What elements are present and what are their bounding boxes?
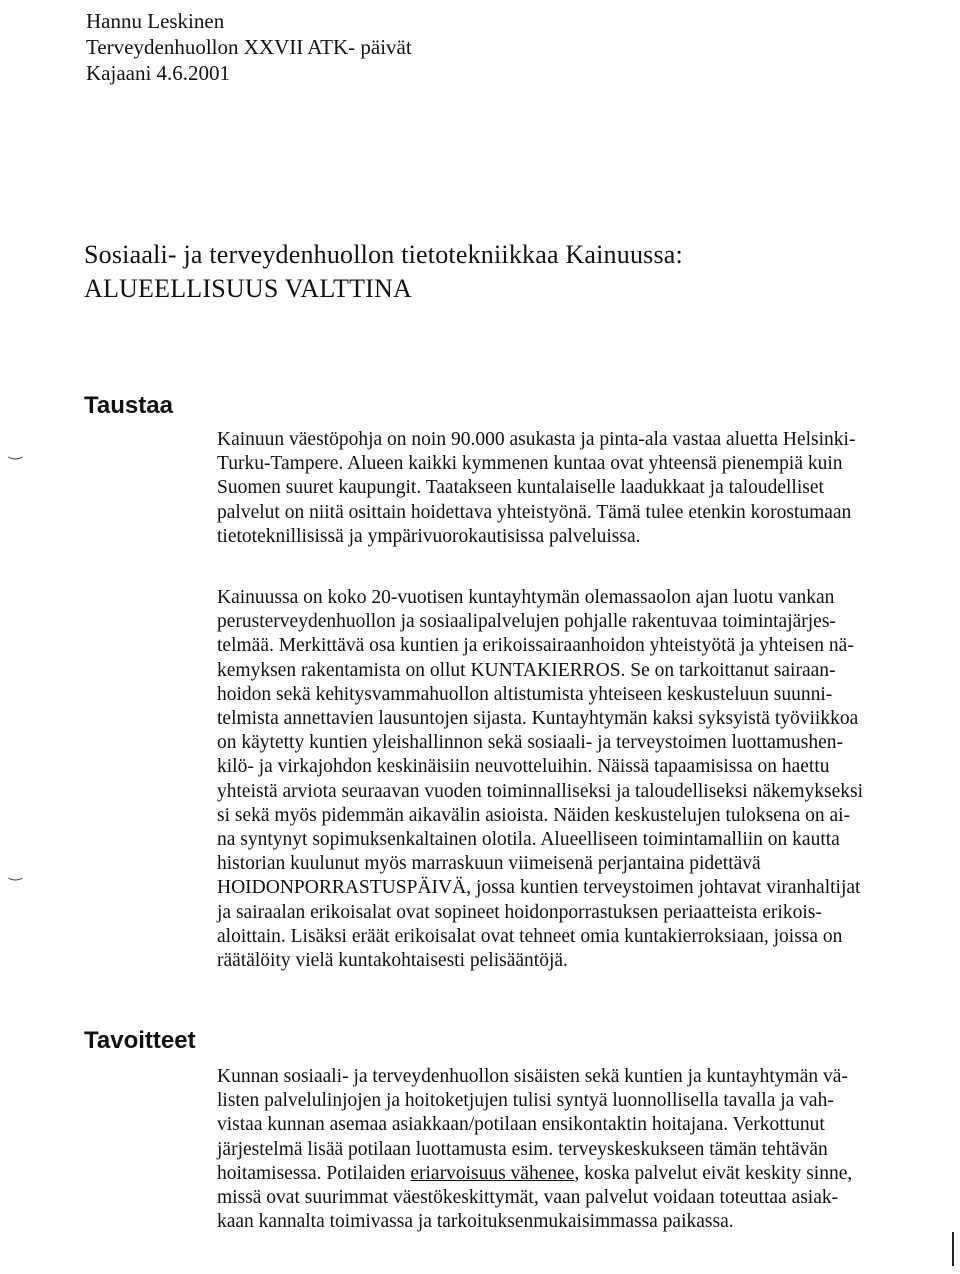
text-line: tietoteknillisissä ja ympärivuorokautisissa palveluissa. (217, 525, 641, 547)
taustaa-paragraph-2 (217, 586, 863, 973)
event-name: Terveydenhuollon XXVII ATK- päivät (86, 35, 412, 59)
place-date: Kajaani 4.6.2001 (86, 61, 231, 85)
text-line: historian kuulunut myös marraskuun viimeisenä perjantaina pidettävä (217, 853, 761, 875)
section-heading-tavoitteet: Tavoitteet (84, 1027, 196, 1054)
text-line: telmista annettavien lausuntojen sijasta. Kuntayhtymän kaksi syksyistä työviikkoa (217, 708, 859, 730)
text-line: telmää. Merkittävä osa kuntien ja erikoissairaanhoidon yhteistyötä ja yhteisen nä- (217, 635, 854, 657)
margin-bar (952, 1232, 954, 1266)
tavoitteet-paragraph (217, 1065, 852, 1234)
text-line: palvelut on niitä osittain hoidettava yhteistyönä. Tämä tulee etenkin korostumaan (217, 501, 852, 523)
author-name: Hannu Leskinen (86, 9, 225, 33)
text-line: perusterveydenhuollon ja sosiaalipalvelujen pohjalle rakentuvaa toimintajärjes- (217, 611, 836, 633)
text-line: järjestelmä lisää potilaan luottamusta esim. terveyskeskukseen tämän tehtävän (217, 1138, 828, 1160)
text-line: kilö- ja virkajohdon keskinäisiin neuvotteluihin. Näissä tapaamisissa on haettu (217, 756, 830, 778)
text-line: vistaa kunnan asemaa asiakkaan/potilaan ensikontaktin hoitajana. Verkottunut (217, 1114, 825, 1136)
text-line: Suomen suuret kaupungit. Taatakseen kuntalaiselle laadukkaat ja taloudelliset (217, 477, 824, 499)
text-line: yhteistä arviota seuraavan vuoden toiminnalliseksi ja taloudelliseksi näkemykseksi (217, 780, 864, 802)
text-line: HOIDONPORRASTUSPÄIVÄ, jossa kuntien terveystoimen johtavat viranhaltijat (217, 877, 861, 899)
text-line: kaan kannalta toimivassa ja tarkoituksenmukaisimmassa paikassa. (217, 1211, 734, 1233)
margin-mark: ‿ (9, 443, 22, 460)
document-title (84, 238, 683, 306)
text-line: ja sairaalan erikoisalat ovat sopineet hoidonporrastuksen periaatteista erikois- (217, 901, 822, 923)
section-heading-taustaa: Taustaa (84, 392, 173, 419)
margin-mark: ‿ (9, 864, 22, 881)
text-line: räätälöity vielä kuntakohtaisesti pelisääntöjä. (217, 950, 568, 972)
title-line-2: ALUEELLISUUS VALTTINA (84, 274, 412, 303)
text-line: na syntynyt sopimuksenkaltainen olotila. Alueelliseen toimintamalliin on kautta (217, 829, 840, 851)
taustaa-paragraph-1 (217, 428, 855, 549)
text-span: , koska palvelut eivät keskity sinne, (574, 1162, 853, 1184)
title-line-1: Sosiaali- ja terveydenhuollon tietotekniikkaa Kainuussa: (84, 240, 683, 269)
text-span: hoitamisessa. Potilaiden (217, 1162, 406, 1184)
text-line: missä ovat suurimmat väestökeskittymät, vaan palvelut voidaan toteuttaa asiak- (217, 1187, 839, 1209)
text-line: on käytetty kuntien yleishallinnon sekä sosiaali- ja terveystoimen luottamushen- (217, 732, 844, 754)
text-line: listen palvelulinjojen ja hoitoketjujen tulisi syntyä luonnollisella tavalla ja vah- (217, 1090, 834, 1112)
text-line-with-underline (217, 1162, 852, 1186)
text-line: Turku-Tampere. Alueen kaikki kymmenen kuntaa ovat yhteensä pienempiä kuin (217, 453, 843, 475)
underlined-phrase: eriarvoisuus vähenee (410, 1162, 575, 1184)
text-line: Kunnan sosiaali- ja terveydenhuollon sisäisten sekä kuntien ja kuntayhtymän vä- (217, 1066, 848, 1087)
text-line: kemyksen rakentamista on ollut KUNTAKIERROS. Se on tarkoittanut sairaan- (217, 659, 836, 681)
text-line: Kainuun väestöpohja on noin 90.000 asukasta ja pinta-ala vastaa aluetta Helsinki- (217, 429, 856, 450)
text-line: Kainuussa on koko 20-vuotisen kuntayhtymän olemassaolon ajan luotu vankan (217, 587, 835, 608)
text-line: hoidon sekä kehitysvammahuollon altistumista yhteiseen keskusteluun suunni- (217, 683, 833, 705)
author-header (86, 8, 412, 86)
text-line: aloittain. Lisäksi eräät erikoisalat ovat tehneet omia kuntakierroksiaan, joissa on (217, 925, 843, 947)
text-line: si sekä myös pidemmän aikavälin asioista. Näiden keskustelujen tuloksena on ai- (217, 804, 851, 826)
